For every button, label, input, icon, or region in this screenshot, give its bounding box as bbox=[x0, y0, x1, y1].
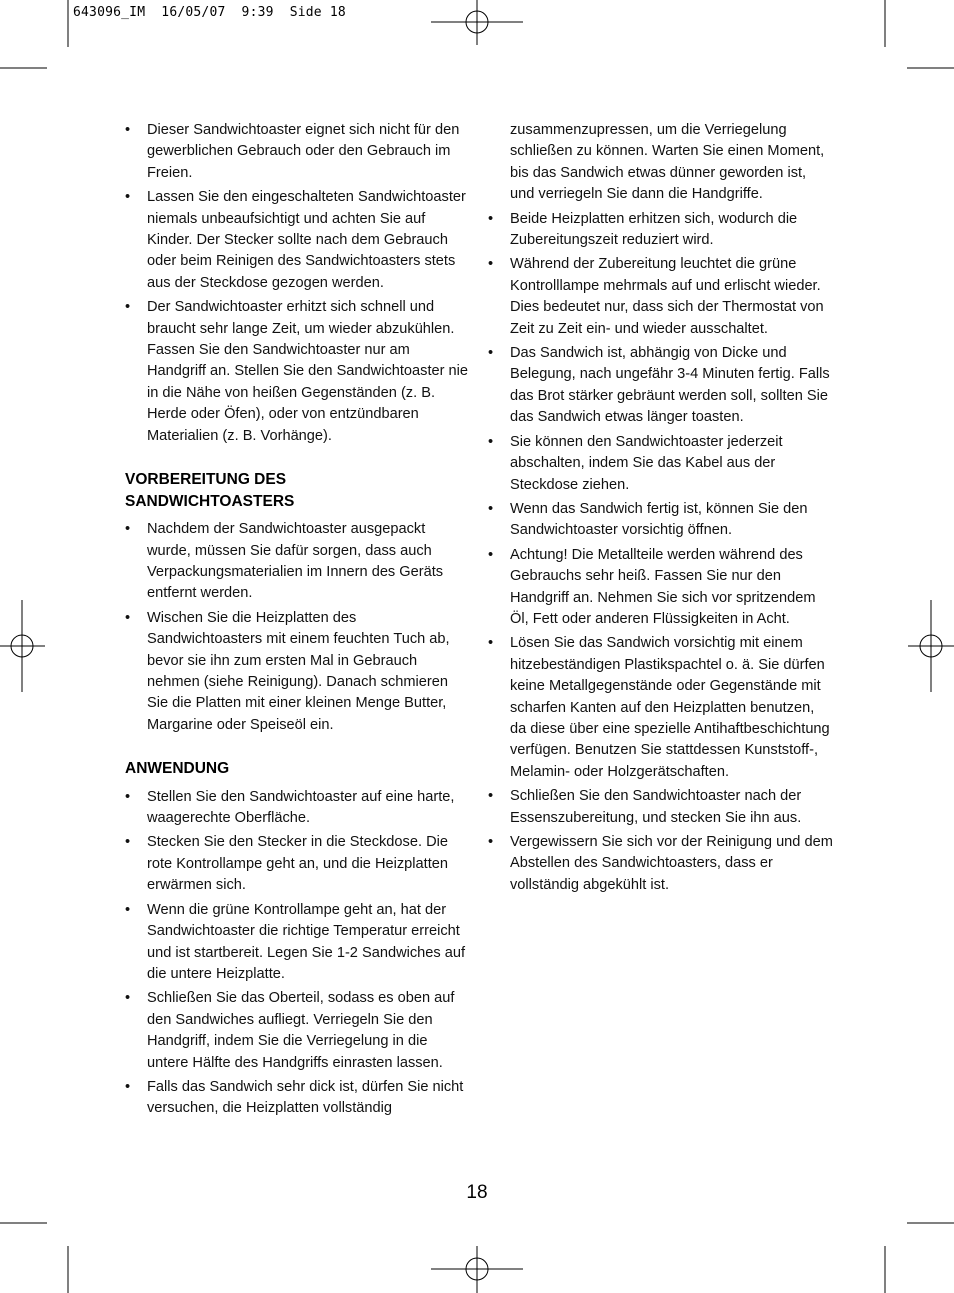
bullet-glyph: • bbox=[125, 834, 131, 851]
list-item: • Sie können den Sandwichtoaster jederzeit abschalten, indem Sie das Kabel aus der Steckdose ziehen. bbox=[488, 433, 783, 493]
section-heading-anwendung: ANWENDUNG bbox=[125, 760, 230, 778]
bullet-glyph: • bbox=[488, 256, 494, 273]
print-slug-line: 643096_IM 16/05/07 9:39 Side 18 bbox=[73, 5, 346, 20]
bullet-glyph: • bbox=[125, 521, 131, 538]
list-item: • Dieser Sandwichtoaster eignet sich nicht für den gewerblichen Gebrauch oder den Gebrauch im Freien. bbox=[125, 122, 460, 181]
list-item: • Das Sandwich ist, abhängig von Dicke und Belegung, nach ungefähr 3-4 Minuten fertig. Falls das Brot stärker gebräunt werden soll, sollten Sie das Sandwich etwas länger toasten. bbox=[488, 345, 830, 426]
left-column bbox=[125, 120, 470, 1123]
right-bullet-list bbox=[488, 120, 833, 896]
bullet-glyph: • bbox=[488, 546, 494, 563]
bullet-glyph: • bbox=[125, 901, 131, 918]
list-item: • Der Sandwichtoaster erhitzt sich schnell und braucht sehr lange Zeit, um wieder abzukühlen. Fassen Sie den Sandwichtoaster nur am Handgriff an. Stellen Sie den Sandwichtoaster nie in die Nähe von heißen Gegenständen (z. B. Herde oder Öfen), oder von entzündbaren Materialien (z. B. Vorhänge). bbox=[125, 299, 468, 444]
list-item: • Wenn die grüne Kontrollampe geht an, hat der Sandwichtoaster die richtige Temperatur erreicht und ist startbereit. Legen Sie 1-2 Sandwiches auf die untere Heizplatte. bbox=[125, 901, 466, 982]
list-item: • Beide Heizplatten erhitzen sich, wodurch die Zubereitungszeit reduziert wird. bbox=[488, 210, 798, 249]
bullet-glyph: • bbox=[488, 500, 494, 517]
bullet-glyph: • bbox=[488, 788, 494, 805]
list-item: • Lösen Sie das Sandwich vorsichtig mit einem hitzebeständigen Plastikspachtel o. ä. Sie dürfen keine Metallgegenstände oder Gegenstände mit scharfen Kanten auf den Heizplatten benutzen, da diese über eine spezielle Antihaftbeschichtung verfügen. Benutzen Sie stattdessen Kunststoff-, Melamin- oder Holzgerätschaften. bbox=[488, 635, 830, 780]
list-item: • Lassen Sie den eingeschalteten Sandwichtoaster niemals unbeaufsichtigt und achten Sie auf Kinder. Der Stecker sollte nach dem Gebrauch oder beim Reinigen des Sandwichtoasters stets aus der Steckdose gezogen werden. bbox=[125, 189, 466, 291]
list-item: • Wenn das Sandwich fertig ist, können Sie den Sandwichtoaster vorsichtig öffnen. bbox=[488, 500, 808, 539]
list-item: • Während der Zubereitung leuchtet die grüne Kontrolllampe mehrmals auf und erlischt wieder. Dies bedeutet nur, dass sich der Thermostat von Zeit zu Zeit ein- und wieder ausschaltet. bbox=[488, 256, 824, 337]
registration-mark-left bbox=[0, 600, 45, 692]
page-number: 18 bbox=[466, 1182, 488, 1203]
registration-mark-right bbox=[908, 600, 954, 692]
vorbereitung-bullet-list bbox=[125, 519, 470, 736]
bullet-glyph: • bbox=[125, 299, 131, 316]
bullet-glyph: • bbox=[125, 122, 131, 138]
list-item: • Schließen Sie das Oberteil, sodass es oben auf den Sandwiches aufliegt. Verriegeln Sie den Handgriff, indem Sie die Verriegelung in die untere Hälfte des Handgriffs einrasten lassen. bbox=[125, 990, 455, 1071]
right-column bbox=[488, 120, 833, 899]
bullet-glyph: • bbox=[488, 635, 494, 652]
list-item: • Stecken Sie den Stecker in die Steckdose. Die rote Kontrollampe geht an, und die Heizplatten erwärmen sich. bbox=[125, 834, 448, 894]
bullet-glyph: • bbox=[125, 990, 131, 1007]
bullet-glyph: • bbox=[488, 433, 494, 450]
list-item: • Achtung! Die Metallteile werden während des Gebrauchs sehr heiß. Fassen Sie nur den Handgriff an. Nehmen Sie sich vor spritzendem Öl, Fett oder anderen Flüssigkeiten in Acht. bbox=[488, 546, 816, 627]
list-item: • Wischen Sie die Heizplatten des Sandwichtoasters mit einem feuchten Tuch ab, bevor sie ihn zum ersten Mal in Gebrauch nehmen (siehe Reinigung). Danach schmieren Sie die Platten mit einer kleinen Menge Butter, Margarine oder Speiseöl ein. bbox=[125, 609, 450, 733]
bullet-glyph: • bbox=[488, 345, 494, 362]
anwendung-bullet-list bbox=[125, 787, 470, 1120]
bullet-glyph: • bbox=[125, 788, 131, 805]
list-item-continuation: zusammenzupressen, um die Verriegelung schließen zu können. Warten Sie einen Moment, bis das Sandwich etwas dünner geworden ist, und verriegeln Sie dann die Handgriffe. bbox=[510, 122, 825, 203]
bullet-glyph: • bbox=[125, 189, 131, 206]
bullet-glyph: • bbox=[488, 210, 494, 227]
list-item: • Schließen Sie den Sandwichtoaster nach der Essenszubereitung, und stecken Sie ihn aus. bbox=[488, 788, 802, 826]
registration-mark-bottom bbox=[431, 1246, 523, 1293]
list-item: • Stellen Sie den Sandwichtoaster auf eine harte, waagerechte Oberfläche. bbox=[125, 788, 455, 827]
list-item: • Nachdem der Sandwichtoaster ausgepackt wurde, müssen Sie dafür sorgen, dass auch Verpackungsmaterialien im Innern des Geräts entfernt werden. bbox=[125, 521, 444, 602]
bullet-glyph: • bbox=[125, 1078, 131, 1095]
list-item: • Falls das Sandwich sehr dick ist, dürfen Sie nicht versuchen, die Heizplatten vollständig bbox=[125, 1078, 464, 1117]
section-heading-vorbereitung: VORBEREITUNG DES SANDWICHTOASTERS bbox=[125, 471, 295, 510]
registration-mark-top bbox=[431, 0, 523, 45]
intro-bullet-list bbox=[125, 120, 470, 447]
bullet-glyph: • bbox=[125, 609, 131, 626]
bullet-glyph: • bbox=[488, 834, 494, 850]
list-item: • Vergewissern Sie sich vor der Reinigung und dem Abstellen des Sandwichtoasters, dass er vollständig abgekühlt ist. bbox=[488, 834, 833, 893]
